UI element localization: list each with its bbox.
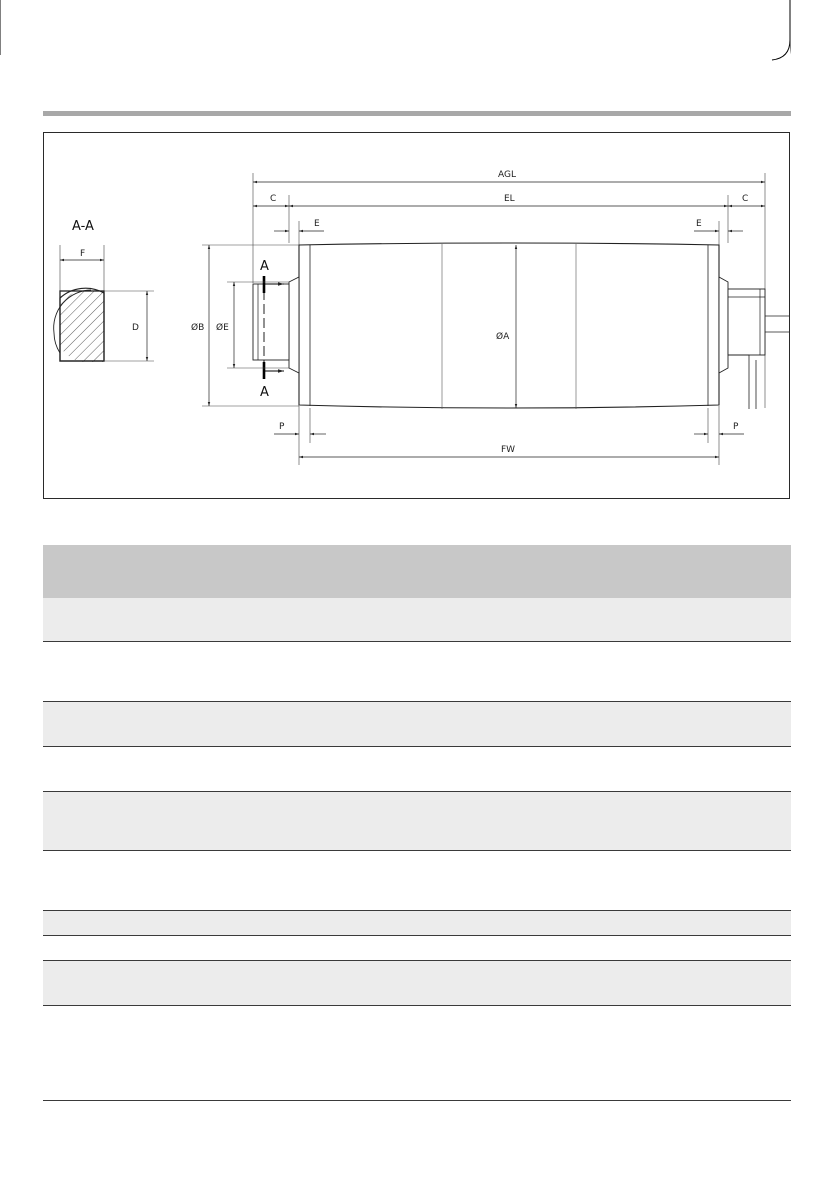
cut-marker-bottom: A (260, 385, 269, 400)
dim-label-c-right: C (742, 194, 749, 204)
table-row (43, 961, 791, 1006)
table-row (43, 747, 791, 792)
table-row (43, 792, 791, 851)
dim-label-fw: FW (501, 445, 516, 455)
dim-label-d: D (132, 323, 139, 333)
dim-label-p-right: P (733, 422, 739, 432)
right-shaft (728, 289, 765, 355)
shaft-section-hatch (60, 290, 104, 362)
table-row (43, 911, 791, 936)
dim-label-diam-a: ØA (496, 332, 510, 342)
spec-table (43, 545, 791, 1006)
technical-drawing-frame (43, 132, 790, 499)
dim-label-e-right: E (696, 219, 702, 229)
roller-drum (299, 243, 719, 408)
dim-label-e-left: E (314, 219, 320, 229)
roller-technical-drawing (44, 133, 791, 500)
left-shaft (253, 284, 289, 360)
cut-marker-top: A (260, 259, 269, 274)
dim-label-el: EL (504, 194, 515, 204)
dim-label-agl: AGL (498, 170, 516, 180)
table-header (43, 545, 791, 598)
section-label: A-A (72, 219, 94, 234)
dim-label-diam-b: ØB (191, 323, 205, 333)
dim-label-f: F (80, 249, 86, 259)
crop-mark-icon (0, 0, 30, 60)
footer-rule (43, 1100, 791, 1101)
dim-label-p-left: P (279, 422, 285, 432)
table-row (43, 598, 791, 642)
table-row (43, 702, 791, 747)
header-rule (43, 111, 791, 116)
table-row (43, 851, 791, 911)
dim-label-c-left: C (270, 194, 277, 204)
table-row (43, 642, 791, 702)
dim-label-diam-e: ØE (216, 323, 229, 333)
table-row (43, 936, 791, 961)
page-corner-curve-icon (760, 0, 800, 65)
